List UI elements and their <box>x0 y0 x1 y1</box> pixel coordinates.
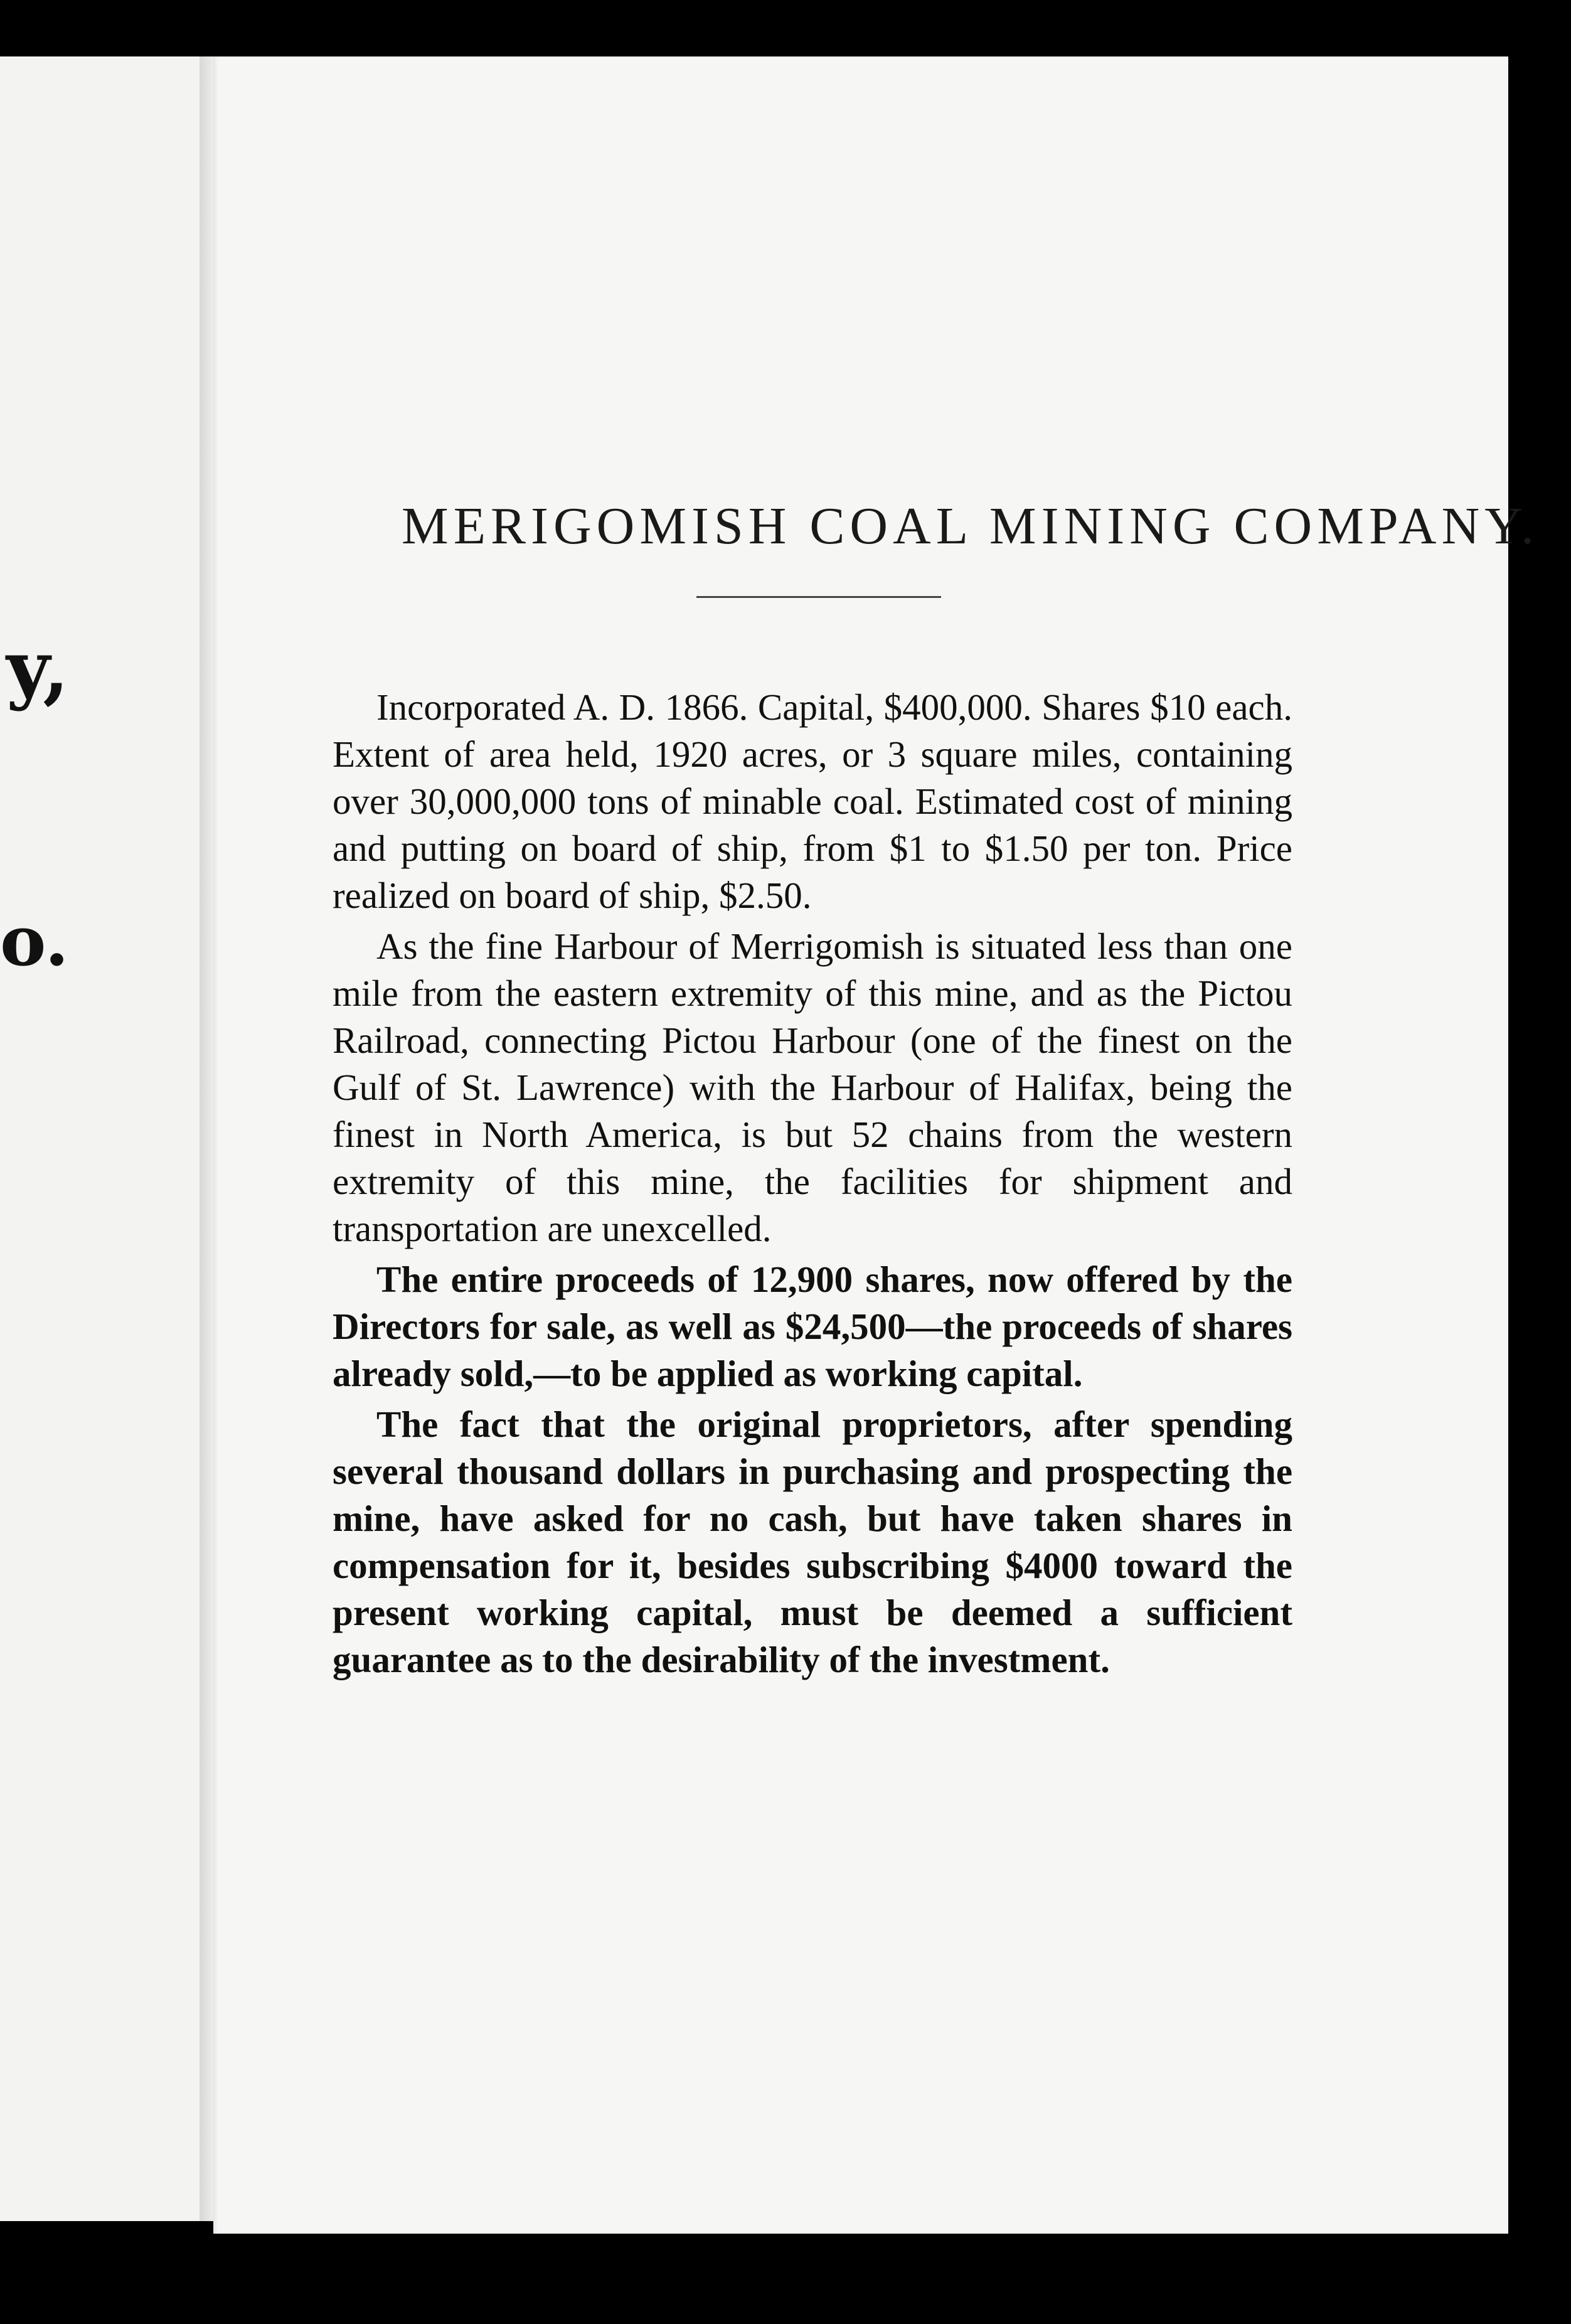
paragraph-proceeds: The entire proceeds of 12,900 shares, now offered by the Directors for sale, as well as $24,500—the proceeds of shares already sold,—to be applied as working capital. <box>333 1259 1292 1394</box>
paragraph-guarantee: The fact that the original proprietors, after spending several thousand dollars in purchasing and prospecting the mine, have asked for no cash, but have taken shares in compensation for it, besides subscribing $4000 toward the present working capital, must be deemed a sufficient guarantee as to the desirability of the investment. <box>333 1404 1292 1680</box>
left-page-fragment-1: y, <box>6 624 70 713</box>
right-page <box>213 56 1540 2234</box>
paragraph-incorporation: Incorporated A. D. 1866. Capital, $400,000. Shares $10 each. Extent of area held, 1920 acres, or 3 square miles, containing over 30,000,000 tons of minable coal. Estimated cost of mining and putting on board of ship, from $1 to $1.50 per ton. Price realized on board of ship, $2.50. <box>333 686 1292 916</box>
body-text <box>333 684 1292 1687</box>
title-rule <box>696 596 941 598</box>
page-fold <box>200 56 213 2221</box>
left-page <box>0 56 200 2221</box>
left-page-fragment-2: o. <box>0 900 69 981</box>
document-title: MERIGOMISH COAL MINING COMPANY. <box>402 497 1540 555</box>
paragraph-harbour: As the fine Harbour of Merrigomish is situated less than one mile from the eastern extremity of this mine, and as the Pictou Railroad, connecting Pictou Harbour (one of the finest on the Gulf of St. Lawrence) with the Harbour of Halifax, being the finest in North America, is but 52 chains from the western extremity of this mine, the facilities for shipment and transportation are unexcelled. <box>333 925 1292 1249</box>
